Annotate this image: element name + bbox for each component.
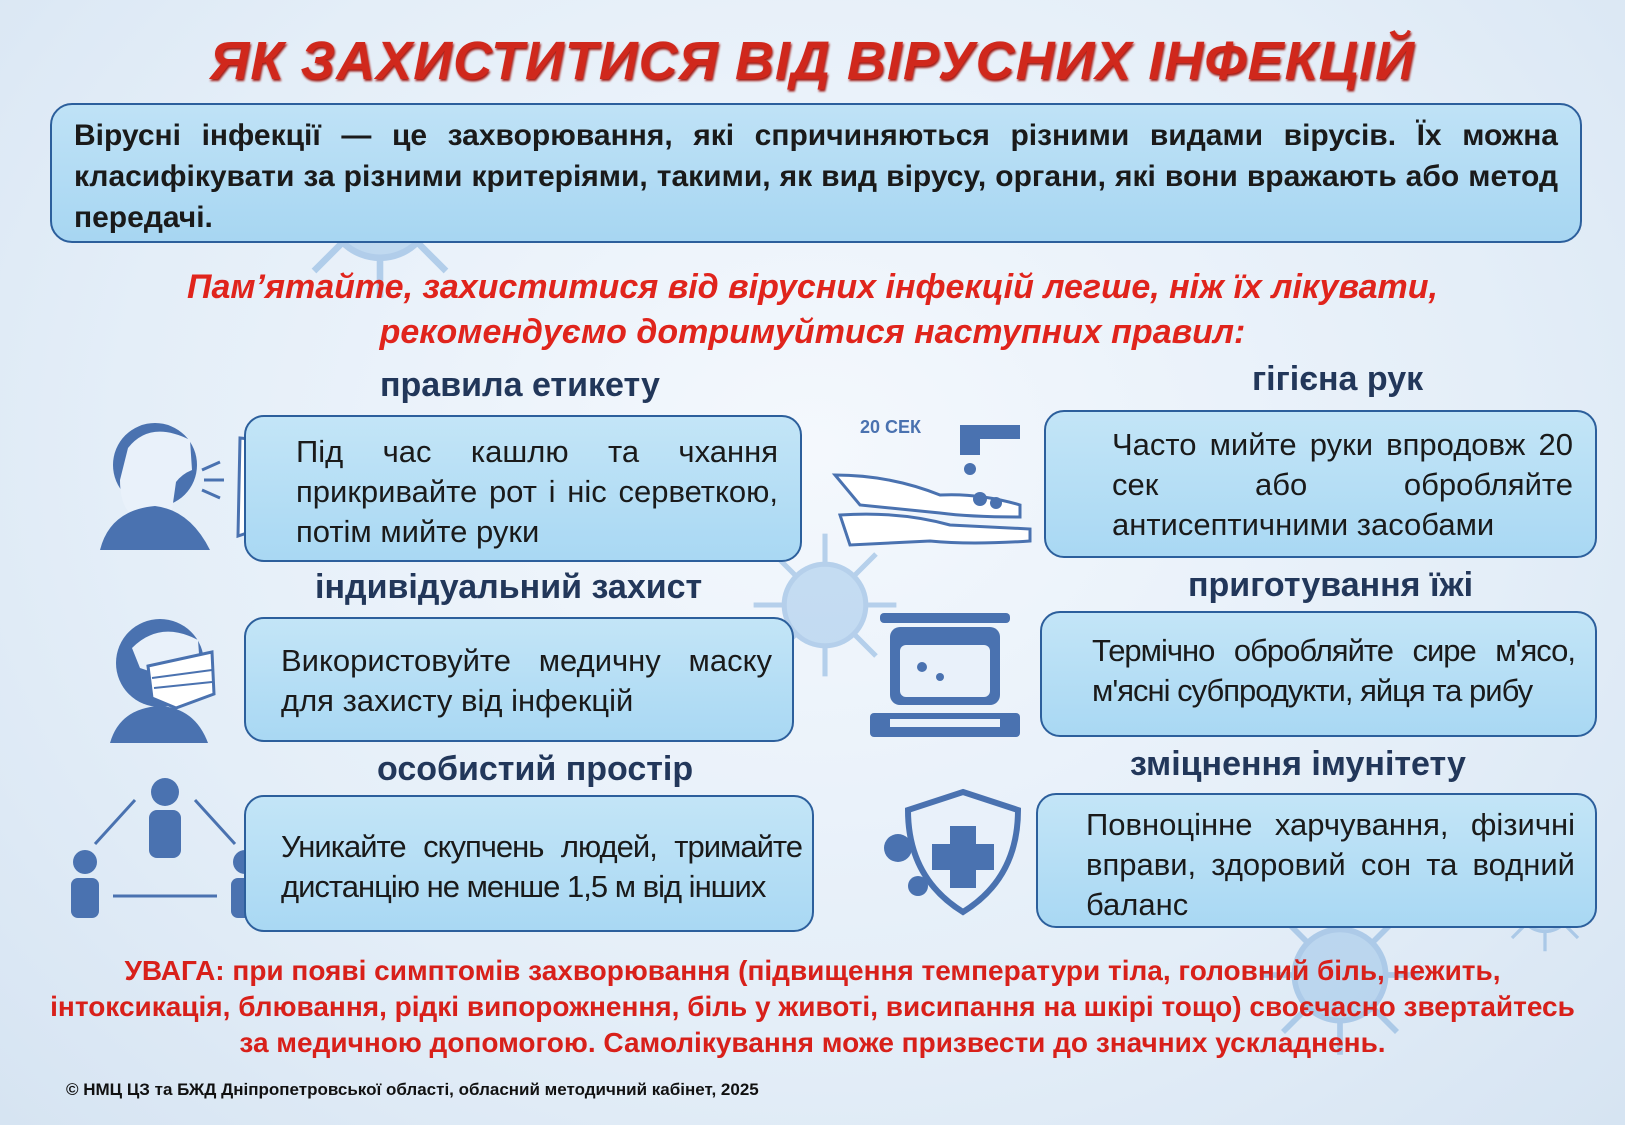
card-immunity [1036,793,1597,928]
heading-immunity: зміцнення імунітету [1130,745,1466,783]
shield-icon [868,788,1038,918]
text-hands: Часто мийте руки впродовж 20 сек або обробляйте антисептичними засобами [1112,427,1573,542]
card-space [244,795,814,932]
handwash-icon [830,405,1045,555]
card-etiquette [244,415,802,562]
text-etiquette: Під час кашлю та чхання прикривайте рот і ніс серветкою, потім мийте руки [296,434,778,549]
footer-copyright: © НМЦ ЦЗ та БЖД Дніпропетровської області, обласний методичний кабінет, 2025 [66,1080,759,1099]
heading-food: приготування їжі [1188,566,1474,604]
reminder-line-1: Пам’ятайте, захиститися від вірусних інфекцій легше, ніж їх лікувати, [187,268,1438,306]
text-space: Уникайте скупчень людей, тримайте дистанцію не менше 1,5 м від інших [281,829,802,904]
mask-icon [80,608,250,743]
cough-icon [80,410,270,550]
card-hands [1044,410,1597,558]
text-immunity: Повноцінне харчування, фізичні вправи, здоровий сон та водний баланс [1086,807,1575,922]
card-food [1040,611,1597,737]
warning-body: при появі симптомів захворювання (підвищення температури тіла, головний біль, нежить, інтоксикація, блювання, рідкі випорожнення, біль у животі, висипання на шкірі тощо) своєчасно звертайтесь за медичною допомогою. Самолікування може призвести до значних ускладнень. [50,955,1575,1058]
text-food: Термічно обробляйте сире м'ясо, м'ясні субпродукти, яйця та рибу [1092,633,1575,708]
timer-label: 20 СЕК [860,417,922,437]
heading-protection: індивідуальний захист [315,568,703,606]
heading-hands: гігієна рук [1252,360,1424,398]
distance-icon [55,770,275,920]
warning-text [40,953,1585,1061]
cooking-pot-icon [860,605,1030,745]
intro-box [50,103,1582,243]
warning-label: УВАГА: [124,955,225,986]
page-title: ЯК ЗАХИСТИТИСЯ ВІД ВІРУСНИХ ІНФЕКЦІЙ [209,31,1416,91]
heading-etiquette: правила етикету [380,366,660,404]
heading-space: особистий простір [377,750,694,788]
intro-text: Вірусні інфекції — це захворювання, які спричиняються різними видами вірусів. Їх можна класифікувати за різними критеріями, такими, як вид вірусу, органи, які вони вражають або метод передачі. [74,119,1558,234]
text-protection: Використовуйте медичну маску для захисту від інфекцій [281,643,772,718]
card-protection [244,617,794,742]
reminder-line-2: рекомендуємо дотримуйтися наступних правил: [379,313,1246,351]
